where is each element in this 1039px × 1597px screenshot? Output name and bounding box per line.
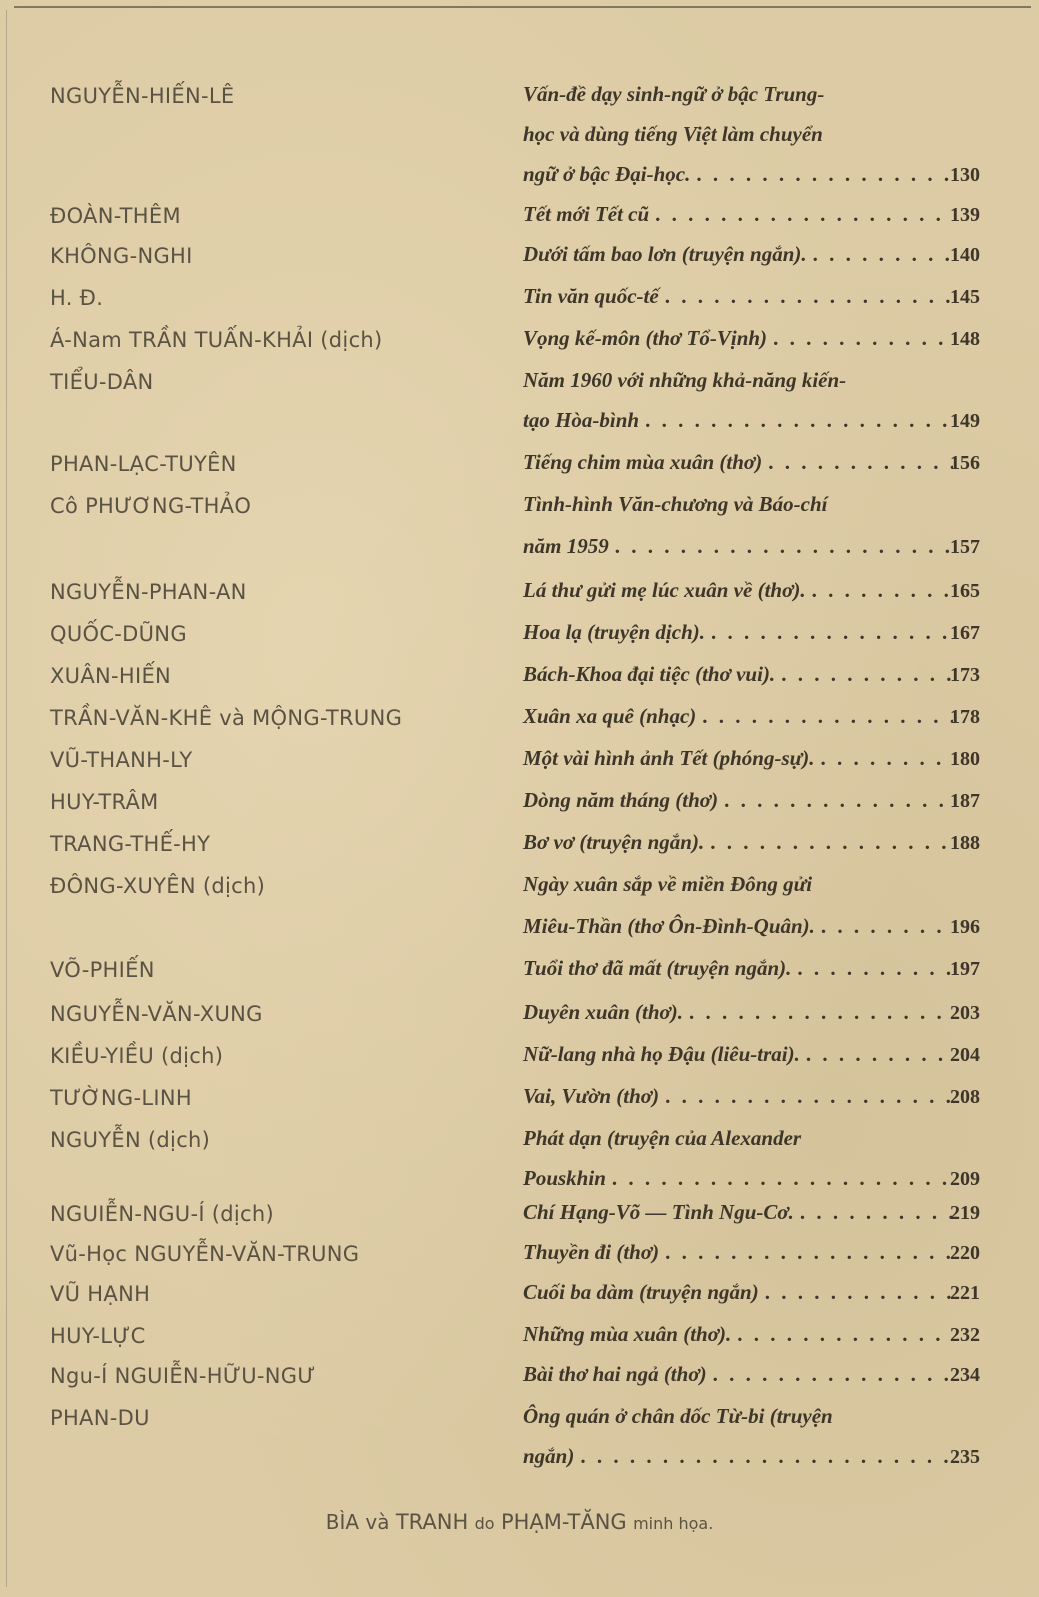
toc-title [523, 1126, 953, 1151]
toc-page-number: 148 [950, 328, 980, 350]
toc-page-number: 157 [950, 536, 980, 558]
toc-title-text: học và dùng tiếng Việt làm chuyển [523, 122, 823, 146]
toc-row [0, 616, 1039, 658]
toc-row [0, 868, 1039, 910]
toc-page-number: 220 [950, 1242, 980, 1264]
top-rule [14, 6, 1031, 8]
toc-author: PHAN-LẠC-TUYÊN [50, 452, 237, 476]
toc-title-text: Hoa lạ (truyện dịch). [523, 620, 705, 644]
toc-title-text: Cuối ba dàm (truyện ngắn) [523, 1280, 759, 1304]
toc-title-text: Bách-Khoa đại tiệc (thơ vui). [523, 662, 776, 686]
toc-page-number: 232 [950, 1324, 980, 1346]
dot-leader [767, 326, 953, 351]
toc-author: KIỀU-YIỀU (dịch) [50, 1044, 224, 1068]
toc-page-number: 196 [950, 916, 980, 938]
toc-author: VÕ-PHIẾN [50, 958, 155, 982]
toc-title [523, 202, 953, 227]
toc-author: Ngu-Í NGUIỄN-HỮU-NGƯ [50, 1364, 316, 1388]
toc-title [523, 578, 953, 603]
toc-title [523, 746, 953, 771]
toc-row [0, 910, 1039, 952]
dot-leader [639, 408, 953, 433]
toc-title-text: tạo Hòa-bình [523, 408, 640, 432]
toc-row [0, 996, 1039, 1038]
toc-page-number: 234 [950, 1364, 980, 1386]
toc-page-number: 197 [950, 958, 980, 980]
toc-title [523, 492, 953, 517]
toc-row [0, 1400, 1039, 1442]
toc-row [0, 530, 1039, 572]
toc-title-text: Tin văn quốc-tế [523, 284, 659, 308]
toc-author: NGUYỄN (dịch) [50, 1128, 211, 1152]
toc-title-text: Bơ vơ (truyện ngắn). [523, 830, 705, 854]
dot-leader [659, 1240, 953, 1265]
toc-page-number: 208 [950, 1086, 980, 1108]
toc-row [0, 364, 1039, 406]
dot-leader [609, 534, 953, 559]
toc-title [523, 662, 953, 687]
toc-page-number: 130 [950, 164, 980, 186]
toc-row [0, 198, 1039, 240]
credit-part-5: minh họa. [633, 1514, 714, 1533]
toc-title [523, 788, 953, 813]
credit-part-2: TRANH [395, 1510, 469, 1534]
toc-author: TIỂU-DÂN [50, 370, 154, 394]
toc-row [0, 238, 1039, 280]
toc-row [0, 1122, 1039, 1164]
toc-author: Vũ-Học NGUYỄN-VĂN-TRUNG [50, 1242, 360, 1266]
toc-title-text: Vọng kế-môn (thơ Tổ-Vịnh) [523, 326, 768, 350]
toc-author: NGUYỄN-HIẾN-LÊ [50, 84, 235, 108]
toc-title-text: Vai, Vườn (thơ) [523, 1084, 660, 1108]
toc-title-text: Năm 1960 với những khả-năng kiến- [523, 368, 847, 392]
toc-row [0, 78, 1039, 120]
toc-page-number: 139 [950, 204, 980, 226]
dot-leader [696, 704, 953, 729]
toc-title [523, 1200, 953, 1225]
dot-leader [815, 914, 953, 939]
toc-title-text: Tiếng chim mùa xuân (thơ) [523, 450, 763, 474]
toc-author: PHAN-DU [50, 1406, 150, 1430]
dot-leader [574, 1444, 953, 1469]
toc-row [0, 1196, 1039, 1238]
dot-leader [762, 450, 953, 475]
toc-title-text: ngắn) [523, 1444, 575, 1468]
credit-artist: PHẠM-TĂNG [500, 1510, 627, 1534]
toc-row [0, 404, 1039, 446]
toc-row [0, 158, 1039, 200]
toc-row [0, 280, 1039, 322]
dot-leader [794, 1200, 953, 1225]
toc-page-number: 235 [950, 1446, 980, 1468]
dot-leader [606, 1166, 953, 1191]
dot-leader [683, 1000, 953, 1025]
dot-leader [659, 284, 953, 309]
toc-title [523, 1042, 953, 1067]
toc-author: H. Đ. [50, 286, 104, 310]
toc-title [523, 1280, 953, 1305]
toc-row [0, 658, 1039, 700]
toc-title-text: Nữ-lang nhà họ Đậu (liêu-trai). [523, 1042, 800, 1066]
toc-row [0, 446, 1039, 488]
toc-row [0, 826, 1039, 868]
toc-row [0, 742, 1039, 784]
toc-page-number: 203 [950, 1002, 980, 1024]
credit-part-3: do [474, 1514, 495, 1533]
toc-title [523, 956, 953, 981]
toc-page-number: 145 [950, 286, 980, 308]
toc-page-number: 180 [950, 748, 980, 770]
toc-title [523, 1322, 953, 1347]
toc-author: ĐÔNG-XUYÊN (dịch) [50, 874, 266, 898]
toc-page-number: 209 [950, 1168, 980, 1190]
toc-page-number: 167 [950, 622, 980, 644]
toc-title-text: Vấn-đề dạy sinh-ngữ ở bậc Trung- [523, 82, 825, 106]
toc-page-number: 140 [950, 244, 980, 266]
toc-row [0, 1358, 1039, 1400]
toc-title [523, 326, 953, 351]
dot-leader [731, 1322, 953, 1347]
toc-title-text: ngữ ở bậc Đại-học. [523, 162, 691, 186]
toc-title [523, 704, 953, 729]
dot-leader [791, 956, 953, 981]
toc-author: TRẦN-VĂN-KHÊ và MỘNG-TRUNG [50, 706, 403, 730]
toc-title-text: Tuổi thơ đã mất (truyện ngắn). [523, 956, 792, 980]
toc-title-text: Một vài hình ảnh Tết (phóng-sự). [523, 746, 815, 770]
dot-leader [806, 578, 953, 603]
toc-title-text: Dưới tấm bao lơn (truyện ngắn). [523, 242, 807, 266]
toc-title [523, 1444, 953, 1469]
toc-title [523, 368, 953, 393]
dot-leader [704, 830, 953, 855]
toc-title-text: Dòng năm tháng (thơ) [523, 788, 719, 812]
toc-author: VŨ HẠNH [50, 1282, 151, 1306]
toc-author: TRANG-THẾ-HY [50, 832, 211, 856]
toc-page-number: 187 [950, 790, 980, 812]
toc-title-text: Miêu-Thần (thơ Ôn-Đình-Quân). [523, 914, 815, 938]
toc-author: HUY-LỰC [50, 1324, 146, 1348]
toc-title-text: Ngày xuân sắp về miền Đông gửi [523, 872, 813, 896]
toc-author: XUÂN-HIẾN [50, 664, 172, 688]
toc-title-text: Phát dạn (truyện của Alexander [523, 1126, 802, 1150]
toc-title-text: Ông quán ở chân dốc Từ-bi (truyện [523, 1404, 833, 1428]
toc-row [0, 1038, 1039, 1080]
dot-leader [649, 202, 953, 227]
toc-row [0, 322, 1039, 364]
toc-title-text: Chí Hạng-Võ — Tình Ngu-Cơ. [523, 1200, 794, 1224]
toc-row [0, 952, 1039, 994]
toc-row [0, 574, 1039, 616]
toc-title-text: Pouskhin [523, 1166, 606, 1190]
toc-title [523, 242, 953, 267]
toc-title-text: Bài thơ hai ngả (thơ) [523, 1362, 707, 1386]
toc-author: NGUYỄN-PHAN-AN [50, 580, 247, 604]
toc-title [523, 284, 953, 309]
dot-leader [690, 162, 953, 187]
toc-title-text: năm 1959 [523, 534, 609, 558]
dot-leader [807, 242, 953, 267]
toc-page-number: 204 [950, 1044, 980, 1066]
toc-title-text: Tết mới Tết cũ [523, 202, 650, 226]
toc-title [523, 1000, 953, 1025]
toc-row [0, 1080, 1039, 1122]
toc-row [0, 1440, 1039, 1482]
toc-title [523, 162, 953, 187]
toc-author: Cô PHƯƠNG-THẢO [50, 494, 252, 518]
toc-title-text: Duyên xuân (thơ). [523, 1000, 684, 1024]
toc-page-number: 156 [950, 452, 980, 474]
toc-author: VŨ-THANH-LY [50, 748, 193, 772]
toc-author: ĐOÀN-THÊM [50, 204, 181, 228]
toc-title [523, 450, 953, 475]
toc-page-number: 219 [950, 1202, 980, 1224]
toc-author: NGUIỄN-NGU-Í (dịch) [50, 1202, 275, 1226]
dot-leader [707, 1362, 953, 1387]
toc-title [523, 82, 953, 107]
toc-title [523, 122, 953, 147]
toc-author: QUỐC-DŨNG [50, 622, 187, 646]
toc-title [523, 1166, 953, 1191]
toc-row [0, 118, 1039, 160]
toc-title-text: Lá thư gửi mẹ lúc xuân về (thơ). [523, 578, 806, 602]
toc-title [523, 872, 953, 897]
toc-title [523, 914, 953, 939]
toc-title-text: Xuân xa quê (nhạc) [523, 704, 697, 728]
dot-leader [759, 1280, 953, 1305]
toc-title [523, 1362, 953, 1387]
toc-row [0, 488, 1039, 530]
dot-leader [659, 1084, 953, 1109]
toc-title [523, 1240, 953, 1265]
toc-title [523, 534, 953, 559]
credit-part-1: BÌA và [325, 1510, 390, 1534]
toc-row [0, 784, 1039, 826]
toc-author: TƯỜNG-LINH [50, 1086, 192, 1110]
dot-leader [800, 1042, 953, 1067]
toc-row [0, 700, 1039, 742]
toc-title [523, 408, 953, 433]
toc-page-number: 188 [950, 832, 980, 854]
toc-title [523, 620, 953, 645]
toc-title-text: Thuyền đi (thơ) [523, 1240, 660, 1264]
toc-page-number: 165 [950, 580, 980, 602]
toc-row [0, 1318, 1039, 1360]
dot-leader [718, 788, 953, 813]
toc-row [0, 1236, 1039, 1278]
dot-leader [775, 662, 953, 687]
toc-title-text: Tình-hình Văn-chương và Báo-chí [523, 492, 828, 516]
toc-page-number: 178 [950, 706, 980, 728]
toc-author: Á-Nam TRẦN TUẤN-KHẢI (dịch) [50, 328, 383, 352]
toc-author: HUY-TRÂM [50, 790, 159, 814]
dot-leader [814, 746, 953, 771]
toc-author: KHÔNG-NGHI [50, 244, 193, 268]
toc-page-number: 221 [950, 1282, 980, 1304]
toc-author: NGUYỄN-VĂN-XUNG [50, 1002, 263, 1026]
toc-row [0, 1276, 1039, 1318]
toc-page-number: 149 [950, 410, 980, 432]
dot-leader [705, 620, 953, 645]
cover-credit [0, 1510, 1039, 1534]
toc-title-text: Những mùa xuân (thơ). [523, 1322, 732, 1346]
toc-title [523, 1084, 953, 1109]
toc-title [523, 1404, 953, 1429]
toc-title [523, 830, 953, 855]
toc-page-number: 173 [950, 664, 980, 686]
